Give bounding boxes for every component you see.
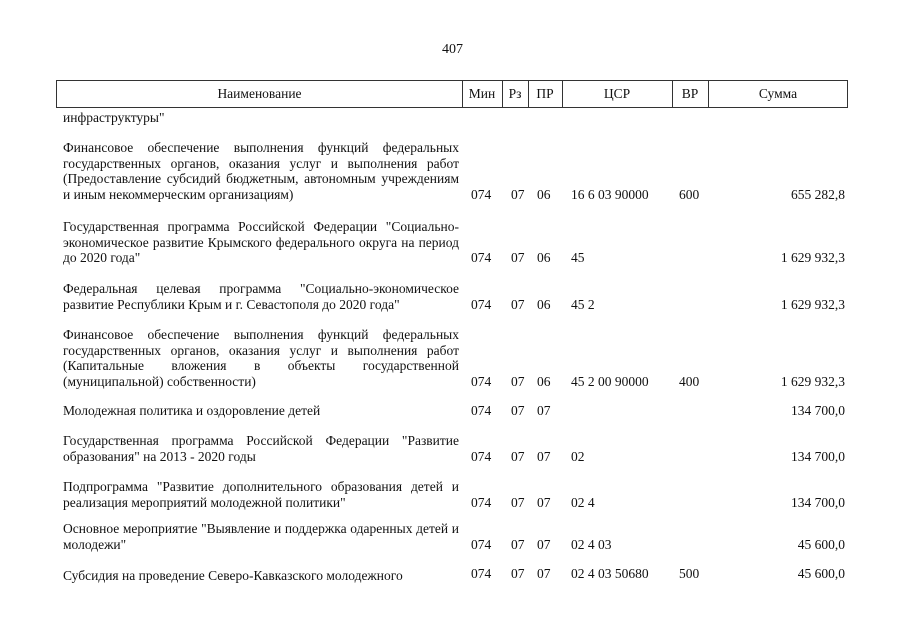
row-min: 074 (471, 536, 492, 552)
row-csr: 02 4 03 50680 (571, 566, 649, 581)
row-rz: 07 (511, 536, 525, 552)
header-vr: ВР (681, 86, 699, 101)
row-csr: 45 2 00 90000 (571, 373, 649, 389)
row-sum: 134 700,0 (791, 494, 845, 510)
header-sum: Сумма (758, 86, 798, 101)
row-pr: 07 (537, 536, 551, 552)
table-row (0, 281, 905, 312)
table-row (0, 433, 905, 464)
header-pr: ПР (536, 86, 554, 101)
row-pr: 07 (537, 448, 551, 464)
table-row (0, 521, 905, 552)
header-min: Мин (468, 86, 496, 101)
row-pr: 07 (537, 403, 551, 418)
row-pr: 06 (537, 373, 551, 389)
row-min: 074 (471, 250, 492, 266)
row-pr: 07 (537, 494, 551, 510)
row-csr: 45 (571, 250, 585, 266)
row-sum: 45 600,0 (797, 566, 845, 581)
row-csr: 45 2 (571, 296, 595, 312)
table-row (0, 327, 905, 389)
row-rz: 07 (511, 494, 525, 510)
row-sum: 1 629 932,3 (780, 296, 845, 312)
header-name: Наименование (217, 86, 302, 101)
table-row (0, 568, 905, 584)
row-rz: 07 (511, 403, 525, 418)
row-name: инфраструктуры" (63, 110, 165, 125)
table-row (0, 479, 905, 510)
row-name: Федеральная целевая программа "Социально-экономическое развитие Республики Крым и г. Севастополя до 2020 года" (63, 281, 459, 312)
row-rz: 07 (511, 448, 525, 464)
row-rz: 07 (511, 373, 525, 389)
header-rz: Рз (508, 86, 522, 101)
row-name: Финансовое обеспечение выполнения функций федеральных государственных органов, оказания услуг и выполнения работ (Предоставление субсидий бюджетным, автономным учреждениям и иным некоммерческим организациям) (63, 140, 459, 202)
row-sum: 655 282,8 (791, 186, 845, 202)
row-name: Основное мероприятие "Выявление и поддержка одаренных детей и молодежи" (63, 521, 459, 552)
table-row (0, 140, 905, 202)
row-min: 074 (471, 566, 492, 581)
row-vr: 400 (679, 373, 700, 389)
row-min: 074 (471, 296, 492, 312)
row-sum: 1 629 932,3 (780, 250, 845, 266)
row-min: 074 (471, 186, 492, 202)
row-min: 074 (471, 448, 492, 464)
row-name: Государственная программа Российской Федерации "Развитие образования" на 2013 - 2020 годы (63, 433, 459, 464)
row-pr: 06 (537, 250, 551, 266)
row-pr: 06 (537, 296, 551, 312)
row-vr: 600 (679, 186, 700, 202)
row-rz: 07 (511, 186, 525, 202)
row-name: Финансовое обеспечение выполнения функций федеральных государственных органов, оказания услуг и выполнения работ (Капитальные вложения в объекты государственной (муниципальной) собственности) (63, 327, 459, 389)
row-csr: 02 (571, 448, 585, 464)
row-rz: 07 (511, 296, 525, 312)
table-header (56, 80, 848, 108)
row-name: Субсидия на проведение Северо-Кавказского молодежного (63, 568, 403, 583)
row-csr: 02 4 (571, 494, 595, 510)
row-pr: 06 (537, 186, 551, 202)
row-min: 074 (471, 494, 492, 510)
row-rz: 07 (511, 566, 525, 581)
row-csr: 02 4 03 (571, 536, 612, 552)
row-sum: 45 600,0 (797, 536, 845, 552)
table-row (0, 219, 905, 266)
row-csr: 16 6 03 90000 (571, 186, 649, 202)
page-number: 407 (442, 42, 463, 57)
row-name: Подпрограмма "Развитие дополнительного образования детей и реализация мероприятий молодежной политики" (63, 479, 459, 510)
row-name: Молодежная политика и оздоровление детей (63, 403, 321, 418)
row-sum: 134 700,0 (791, 403, 845, 418)
row-min: 074 (471, 403, 492, 418)
row-name: Государственная программа Российской Федерации "Социально-экономическое развитие Крымского федерального округа на период до 2020 года" (63, 219, 459, 266)
table-row (0, 110, 905, 126)
table-row (0, 403, 905, 419)
row-min: 074 (471, 373, 492, 389)
row-sum: 1 629 932,3 (780, 373, 845, 389)
row-rz: 07 (511, 250, 525, 266)
row-vr: 500 (679, 566, 700, 581)
row-pr: 07 (537, 566, 551, 581)
row-sum: 134 700,0 (791, 448, 845, 464)
header-csr: ЦСР (603, 86, 631, 101)
